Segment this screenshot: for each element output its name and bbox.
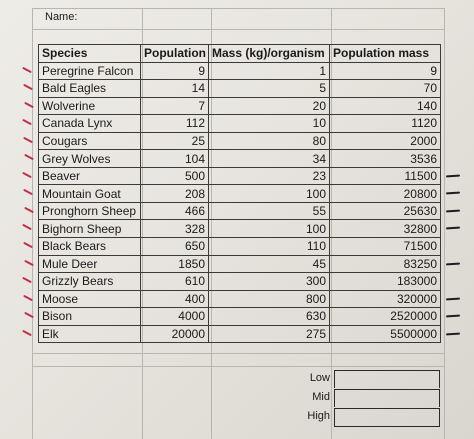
population-cell: 9 — [141, 62, 209, 80]
low-label: Low — [309, 372, 330, 384]
table-row — [39, 150, 441, 168]
column-header-species: Species — [39, 45, 141, 63]
population-mass-cell: 32800 — [330, 220, 441, 238]
population-mass-cell: 5500000 — [330, 325, 441, 343]
summary-block — [300, 370, 440, 427]
mass-cell: 110 — [209, 238, 330, 256]
mass-cell: 100 — [209, 220, 330, 238]
mid-label: Mid — [312, 391, 330, 403]
mass-cell: 300 — [209, 273, 330, 291]
mass-cell: 34 — [209, 150, 330, 168]
species-cell: Grey Wolves — [39, 150, 141, 168]
species-cell: Pronghorn Sheep — [39, 202, 141, 220]
table-row — [39, 220, 441, 238]
species-cell: Bighorn Sheep — [39, 220, 141, 238]
population-mass-cell: 2000 — [330, 132, 441, 150]
table-row — [39, 167, 441, 185]
table-row — [39, 308, 441, 326]
population-cell: 328 — [141, 220, 209, 238]
high-value-box[interactable] — [334, 408, 440, 427]
mass-cell: 23 — [209, 167, 330, 185]
grid-line — [32, 366, 444, 367]
low-value-box[interactable] — [334, 370, 440, 388]
table-row — [39, 185, 441, 203]
population-mass-cell: 11500 — [330, 167, 441, 185]
species-cell: Bald Eagles — [39, 80, 141, 98]
table-row — [39, 97, 441, 115]
population-table — [38, 44, 441, 343]
species-cell: Elk — [39, 325, 141, 343]
table-row — [39, 238, 441, 256]
species-cell: Wolverine — [39, 97, 141, 115]
species-cell: Canada Lynx — [39, 115, 141, 133]
species-cell: Moose — [39, 290, 141, 308]
population-cell: 1850 — [141, 255, 209, 273]
grid-line — [32, 8, 33, 439]
population-cell: 610 — [141, 273, 209, 291]
species-cell: Beaver — [39, 167, 141, 185]
population-mass-cell: 70 — [330, 80, 441, 98]
species-cell: Bison — [39, 308, 141, 326]
mass-cell: 275 — [209, 325, 330, 343]
table-row — [39, 115, 441, 133]
mass-cell: 45 — [209, 255, 330, 273]
mass-cell: 10 — [209, 115, 330, 133]
column-header-population-mass: Population mass — [330, 45, 441, 63]
population-mass-cell: 3536 — [330, 150, 441, 168]
mass-cell: 100 — [209, 185, 330, 203]
mass-cell: 55 — [209, 202, 330, 220]
population-mass-cell: 9 — [330, 62, 441, 80]
species-cell: Mountain Goat — [39, 185, 141, 203]
species-cell: Black Bears — [39, 238, 141, 256]
population-cell: 14 — [141, 80, 209, 98]
table-row — [39, 290, 441, 308]
grid-line — [32, 29, 444, 30]
population-cell: 466 — [141, 202, 209, 220]
grid-line — [444, 8, 445, 439]
summary-row-mid — [300, 389, 440, 408]
mass-cell: 80 — [209, 132, 330, 150]
table-row — [39, 132, 441, 150]
population-cell: 104 — [141, 150, 209, 168]
population-cell: 650 — [141, 238, 209, 256]
species-cell: Grizzly Bears — [39, 273, 141, 291]
population-mass-cell: 71500 — [330, 238, 441, 256]
column-header-population: Population — [141, 45, 209, 63]
population-mass-cell: 320000 — [330, 290, 441, 308]
table-row — [39, 62, 441, 80]
species-cell: Peregrine Falcon — [39, 62, 141, 80]
grid-line — [32, 353, 444, 354]
population-cell: 25 — [141, 132, 209, 150]
population-mass-cell: 20800 — [330, 185, 441, 203]
table-row — [39, 255, 441, 273]
table-row — [39, 273, 441, 291]
population-mass-cell: 140 — [330, 97, 441, 115]
high-label: High — [307, 410, 330, 422]
summary-row-low — [300, 370, 440, 389]
population-cell: 208 — [141, 185, 209, 203]
population-mass-cell: 83250 — [330, 255, 441, 273]
summary-row-high — [300, 408, 440, 427]
population-cell: 20000 — [141, 325, 209, 343]
population-cell: 112 — [141, 115, 209, 133]
table-row — [39, 325, 441, 343]
species-cell: Cougars — [39, 132, 141, 150]
species-cell: Mule Deer — [39, 255, 141, 273]
population-cell: 4000 — [141, 308, 209, 326]
grid-line — [32, 8, 444, 9]
mass-cell: 1 — [209, 62, 330, 80]
table-row — [39, 80, 441, 98]
table-header-row — [39, 45, 441, 63]
population-cell: 500 — [141, 167, 209, 185]
population-cell: 7 — [141, 97, 209, 115]
population-mass-cell: 183000 — [330, 273, 441, 291]
name-label: Name: — [45, 11, 78, 23]
population-cell: 400 — [141, 290, 209, 308]
population-mass-cell: 25630 — [330, 202, 441, 220]
mass-cell: 800 — [209, 290, 330, 308]
mass-cell: 20 — [209, 97, 330, 115]
population-mass-cell: 1120 — [330, 115, 441, 133]
mid-value-box[interactable] — [334, 389, 440, 407]
column-header-mass-per-organism: Mass (kg)/organism — [209, 45, 330, 63]
population-mass-cell: 2520000 — [330, 308, 441, 326]
mass-cell: 5 — [209, 80, 330, 98]
table-row — [39, 202, 441, 220]
mass-cell: 630 — [209, 308, 330, 326]
